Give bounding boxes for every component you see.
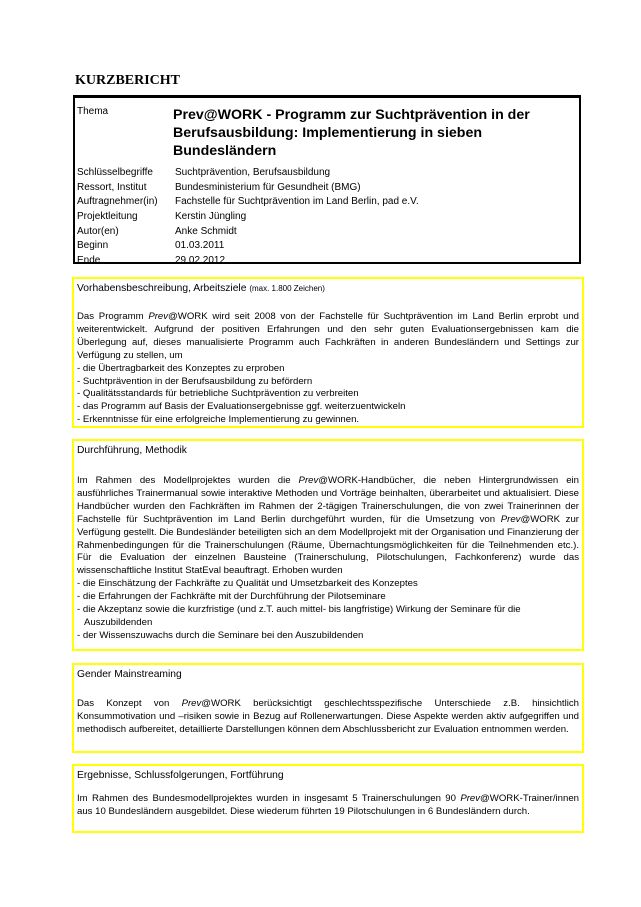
list-item: - das Programm auf Basis der Evaluationsergebnisse ggf. weiterzuentwickeln xyxy=(77,401,406,413)
section-heading: Durchführung, Methodik xyxy=(77,445,187,456)
meta-key: Auftragnehmer(in) xyxy=(77,196,158,208)
topic-label: Thema xyxy=(77,106,109,117)
section-heading: Ergebnisse, Schlussfolgerungen, Fortführung xyxy=(77,770,284,781)
char-limit-note: (max. 1.800 Zeichen) xyxy=(249,284,325,293)
meta-key: Ende xyxy=(77,254,101,266)
list-item: - Suchtprävention in der Berufsausbildung zu befördern xyxy=(77,375,313,387)
section-paragraph xyxy=(77,475,579,578)
section-project-description xyxy=(72,277,584,428)
paragraph-text: Im Rahmen des Modellprojektes wurden die xyxy=(77,475,299,486)
document-title: KURZBERICHT xyxy=(75,73,181,88)
paragraph-text: @WORK berücksichtigt geschlechtsspezifische Unterschiede z.B. hinsichtlich Konsummotivation und –risiken sowie in Bezug auf Rollenerwartungen. Diese Aspekte werden aktiv aufgegriffen und methodisch aufbereitet, detaillierte Darstellungen können dem Abschlussbericht zur Evaluation entnommen werden. xyxy=(77,698,579,735)
meta-value: Suchtprävention, Berufsausbildung xyxy=(175,166,331,178)
list-item: - die Akzeptanz sowie die kurzfristige (und z.T. auch mittel- bis langfristige) Wirkung der Seminare für die xyxy=(77,604,521,616)
meta-row-start xyxy=(77,238,577,253)
brand-name: Prev xyxy=(460,793,481,804)
section-heading xyxy=(77,283,325,296)
section-paragraph xyxy=(77,311,579,363)
meta-row-contractor xyxy=(77,194,577,209)
paragraph-text: @WORK-Handbücher, die neben Hintergrundwissen ein ausführliches Trainermanual sowie interaktive Methoden und Vorträge beinhalten, überarbeitet und aktualisiert. Diese Handbücher wurden den Fachkräften im Rahmen der 2-tägigen Trainerschulungen, die von zwei Trainerinnen der Fachstelle für Suchtprävention im Land Berlin durchgeführt wurden, für die Umsetzung von xyxy=(77,475,579,525)
list-item: - Erkenntnisse für eine erfolgreiche Implementierung zu gewinnen. xyxy=(77,414,360,426)
brand-name: Prev xyxy=(298,475,319,486)
meta-key: Beginn xyxy=(77,240,109,252)
meta-key: Ressort, Institut xyxy=(77,181,147,193)
section-body xyxy=(77,698,579,737)
project-metadata-table xyxy=(73,95,581,264)
meta-key: Schlüsselbegriffe xyxy=(77,166,153,178)
meta-value: Anke Schmidt xyxy=(175,225,237,237)
section-body xyxy=(77,793,579,819)
paragraph-text: @WORK-Trainer/innen aus 10 Bundesländern ausgebildet. Diese wiederum führten 19 Pilotschulungen in 6 Bundesländern durch. xyxy=(77,793,579,817)
list-item: - die Übertragbarkeit des Konzeptes zu erproben xyxy=(77,362,285,374)
paragraph-text: Das Konzept von xyxy=(77,698,182,709)
paragraph-text: Das Programm xyxy=(77,311,149,322)
meta-key: Autor(en) xyxy=(77,225,119,237)
meta-row-project-lead xyxy=(77,209,577,224)
section-paragraph xyxy=(77,698,579,737)
brand-name: Prev xyxy=(500,513,521,525)
section-body xyxy=(77,475,579,643)
brand-name: Prev xyxy=(148,311,169,322)
list-item: - die Erfahrungen der Fachkräfte mit der Durchführung der Pilotseminare xyxy=(77,591,386,603)
paragraph-text: @WORK zur Verfügung gestellt. Die Bundesländer beteiligten sich an dem Modellprojekt mit der Organisation und Finanzierung der Rahmenbedingungen für die Trainerschulungen (Räume, Übernachtungsmöglichkeiten für die Teilnehmenden etc.). Für die Evaluation der einzelnen Bausteine (Trainerschulung, Pilotschulungen, Fachkonferenz) wurde das wissenschaftliche Institut StatEval beauftragt. Erhoben wurden xyxy=(77,513,579,577)
section-body xyxy=(77,311,579,427)
list-item: - Qualitätsstandards für betriebliche Suchtprävention zu verbreiten xyxy=(77,388,359,400)
brand-name: Prev xyxy=(181,698,202,709)
section-gender-mainstreaming xyxy=(72,663,584,753)
meta-row-ministry xyxy=(77,180,577,195)
section-heading-text: Vorhabensbeschreibung, Arbeitsziele xyxy=(77,283,247,294)
section-methodology xyxy=(72,439,584,651)
section-heading: Gender Mainstreaming xyxy=(77,669,182,680)
meta-value: 29.02.2012 xyxy=(175,254,226,266)
meta-value: Fachstelle für Suchtprävention im Land Berlin, pad e.V. xyxy=(175,196,419,208)
section-results xyxy=(72,764,584,833)
list-item: - der Wissenszuwachs durch die Seminare bei den Auszubildenden xyxy=(77,629,364,641)
meta-value: Kerstin Jüngling xyxy=(175,210,247,222)
list-item: - die Einschätzung der Fachkräfte zu Qualität und Umsetzbarkeit des Konzeptes xyxy=(77,578,418,590)
paragraph-text: @WORK wird seit 2008 von der Fachstelle für Suchtprävention im Land Berlin erprobt und weiterentwickelt. Aufgrund der positiven Erfahrungen und den sehr guten Evaluationsergebnissen kam die Überlegung auf, dieses manualisierte Programm auch Fachkräften in anderen Bundesländern und Settings zur Verfügung zu stellen, um xyxy=(77,311,579,361)
meta-value: Bundesministerium für Gesundheit (BMG) xyxy=(175,181,361,193)
paragraph-text: Im Rahmen des Bundesmodellprojektes wurden in insgesamt 5 Trainerschulungen 90 xyxy=(77,793,461,804)
meta-value: 01.03.2011 xyxy=(175,240,225,252)
meta-row-keywords xyxy=(77,165,577,180)
meta-key: Projektleitung xyxy=(77,210,138,222)
metadata-rows xyxy=(77,165,577,268)
project-title: Prev@WORK - Programm zur Suchtprävention in der Berufsausbildung: Implementierung in sieben Bundesländern xyxy=(173,107,530,159)
list-item-continuation: Auszubildenden xyxy=(84,616,153,628)
section-paragraph xyxy=(77,793,579,819)
meta-row-end xyxy=(77,253,577,268)
meta-row-authors xyxy=(77,224,577,239)
